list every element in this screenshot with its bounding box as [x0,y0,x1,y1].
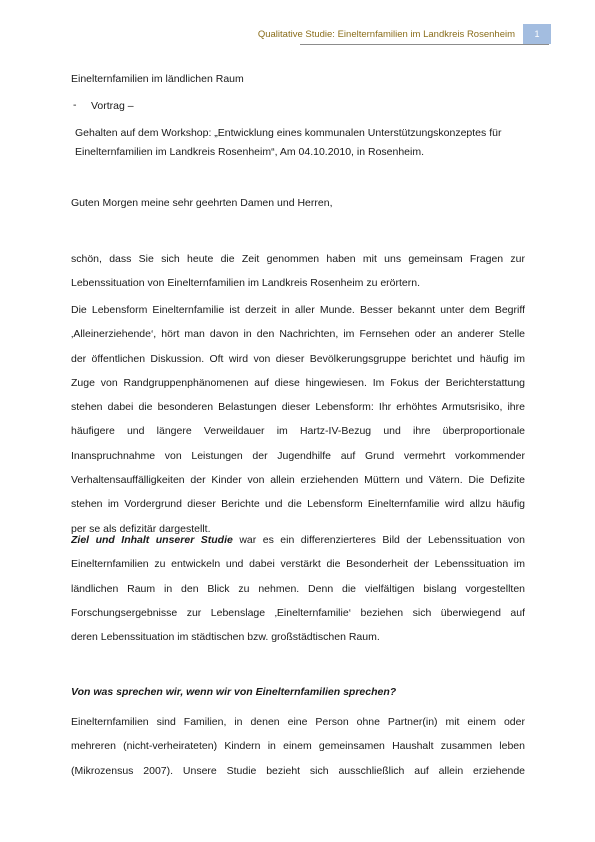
context-line: Einelternfamilien im Landkreis Rosenheim“, Am 04.10.2010, in Rosenheim. [75,146,425,158]
document-subtitle: Vortrag – [91,100,134,112]
paragraph-line: Einelternfamilien sind Familien, in denen eine Person ohne Partner(in) mit einem oder [71,716,525,728]
paragraph-line: häufigere und längere Verweildauer im Hartz-IV-Bezug und ihre überproportionale [71,425,525,438]
greeting: Guten Morgen meine sehr geehrten Damen und Herren, [71,197,333,209]
paragraph-line: schön, dass Sie sich heute die Zeit genommen haben mit uns gemeinsam Fragen zur [71,253,525,265]
paragraph-line: per se als defizitär dargestellt. [71,522,211,535]
paragraph-line: Forschungsergebnisse zur Lebenslage ‚Einelternfamilie‘ beziehen sich überwiegend auf [71,606,525,619]
paragraph-line: Inanspruchnahme von Leistungen der Jugendhilfe auf Grund vermehrt vorkommender [71,449,525,462]
talk-context [75,126,530,169]
paragraph-line: Einelternfamilien zu entwickeln und dabei verstärkt die Besonderheit der Lebenssituation im [71,558,525,571]
paragraph-line: Lebenssituation von Einelternfamilien im Landkreis Rosenheim zu erörtern. [71,277,421,290]
header-divider [300,44,549,45]
lead-rest: war es ein differenzierteres Bild der Lebenssituation von [239,534,525,546]
document-heading: Einelternfamilien im ländlichen Raum [71,73,244,85]
paragraph-line: der öffentlichen Diskussion. Oft wird von dieser Bevölkerungsgruppe berichtet und häufig im [71,352,525,365]
section-heading: Von was sprechen wir, wenn wir von Einelternfamilien sprechen? [71,686,397,698]
paragraph-ziel [71,533,525,654]
paragraph-intro [71,252,525,301]
paragraph-line: mehreren (nicht-verheirateten) Kindern in einem gemeinsamen Haushalt zusammen leben [71,740,525,753]
paragraph-line: stehen dabei die besonderen Belastungen dieser Lebensform: Ihr erhöhtes Armutsrisiko, ihre [71,401,525,414]
paragraph-line: Die Lebensform Einelternfamilie ist derzeit in aller Munde. Besser bekannt unter dem Begriff [71,304,525,316]
paragraph-line: (Mikrozensus 2007). Unsere Studie bezieht sich ausschließlich auf allein erziehende [71,764,525,777]
paragraph-line: deren Lebenssituation im städtischen bzw. großstädtischen Raum. [71,631,380,644]
paragraph-lebensform [71,303,525,546]
list-dash: - [73,99,77,111]
paragraph-definition [71,715,525,788]
paragraph-line: ‚Alleinerziehende‘, hört man davon in den Nachrichten, im Fernsehen oder an anderer Stelle [71,328,525,341]
paragraph-line: ländlichen Raum in den Blick zu nehmen. Denn die vielfältigen bislang vorgestellten [71,582,525,595]
page-number-badge [522,24,551,44]
paragraph-line: Verhaltensauffälligkeiten der Kinder von allein erziehenden Müttern und Vätern. Die Defizite [71,474,525,487]
paragraph-line [71,533,525,557]
running-header-title: Qualitative Studie: Einelternfamilien im Landkreis Rosenheim [257,29,515,40]
page-number: 1 [534,29,540,39]
paragraph-line: stehen im Vordergrund dieser Berichte und die Lebensform Einelternfamilie wird allzu häufig [71,498,525,511]
paragraph-line: Zuge von Randgruppenphänomenen auf diese hingewiesen. Im Fokus der Berichterstattung [71,376,525,389]
context-line: Gehalten auf dem Workshop: „Entwicklung eines kommunalen Unterstützungskonzeptes für [75,127,502,139]
emphasis-lead: Ziel und Inhalt unserer Studie [71,534,233,546]
